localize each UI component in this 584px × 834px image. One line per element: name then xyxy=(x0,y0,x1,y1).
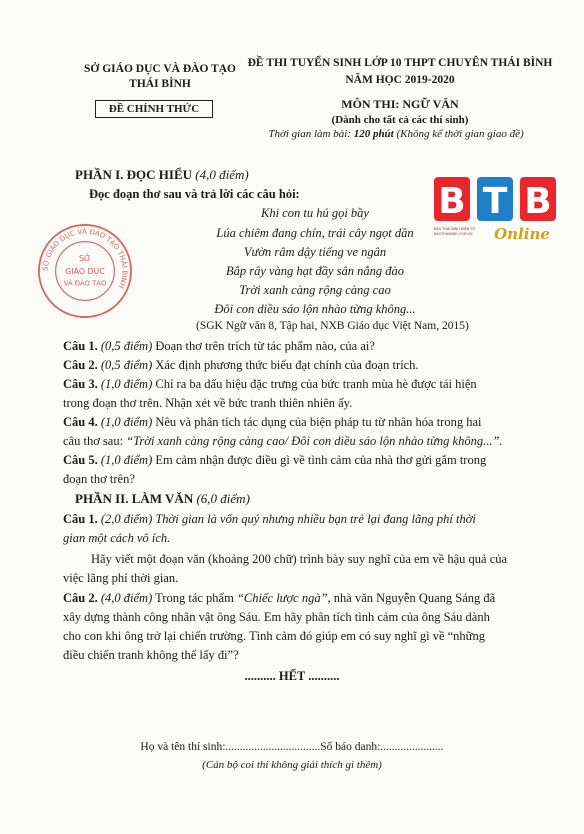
part1-points: (4,0 điểm) xyxy=(192,167,249,182)
part1-question-1 xyxy=(63,339,375,354)
department-name: SỞ GIÁO DỤC VÀ ĐÀO TẠO xyxy=(84,63,236,75)
poem-line: Lúa chiêm đang chín, trái cây ngọt dần xyxy=(216,226,414,240)
time-value: 120 phút xyxy=(353,128,394,140)
work-title: “Chiếc lược ngà” xyxy=(236,591,328,605)
end-mark: .......... HẾT .......... xyxy=(244,669,340,683)
question-text: Nêu và phân tích tác dụng của biện pháp tu từ nhân hóa trong hai xyxy=(152,415,482,429)
part2-question-2 xyxy=(63,591,495,606)
part2-points: (6,0 điểm) xyxy=(193,491,250,506)
question-label: Câu 4. xyxy=(63,415,98,429)
question-label: Câu 2. xyxy=(63,591,98,605)
question-points: (1,0 điểm) xyxy=(97,377,153,391)
question-label: Câu 3. xyxy=(63,377,98,391)
poem-source: (SGK Ngữ văn 8, Tập hai, NXB Giáo dục Việt Nam, 2015) xyxy=(196,320,469,332)
official-label: ĐỀ CHÍNH THỨC xyxy=(95,100,213,118)
part1-instruction: Đọc đoạn thơ sau và trả lời các câu hỏi: xyxy=(89,187,300,201)
question-text: Thời gian là vốn quý nhưng nhiều bạn trẻ lại đang lãng phí thời xyxy=(152,512,476,526)
part1-title: PHẦN I. ĐỌC HIỂU xyxy=(75,167,193,182)
question-points: (2,0 điểm) xyxy=(97,512,153,526)
stamp-ring-text: SỞ GIÁO DỤC VÀ ĐÀO TẠO THÁI BÌNH xyxy=(40,226,130,290)
subject: MÔN THI: NGỮ VĂN xyxy=(341,97,459,111)
question-text: Đoạn thơ trên trích từ tác phẩm nào, của ai? xyxy=(152,339,375,353)
question-label: Câu 1. xyxy=(63,339,98,353)
poem-line: Bắp rây vàng hạt đầy sân nắng đào xyxy=(225,264,405,278)
logo-small-text-1: BÁO THÁI BÌNH ĐIỆN TỬ xyxy=(434,227,476,231)
proctor-note: (Cán bộ coi thi không giải thích gì thêm) xyxy=(202,759,382,771)
question-text: Trong tác phẩm xyxy=(152,591,237,605)
logo-letter-b2: B xyxy=(524,181,552,222)
part1-question-3 xyxy=(63,377,477,392)
part1-heading xyxy=(75,167,249,183)
poem-line: Trời xanh càng rộng càng cao xyxy=(239,283,391,297)
question-points: (0,5 điểm) xyxy=(97,339,153,353)
stamp-center-line-2: GIÁO DỤC xyxy=(65,266,105,276)
candidate-info-line: Họ và tên thí sinh:.................................Số báo danh:...................... xyxy=(140,741,444,753)
question-text: Chỉ ra ba dấu hiệu đặc trưng của bức tranh mùa hè được tái hiện xyxy=(152,377,477,391)
part2-question-2-line3: cho con khi ông trở lại chiến trường. Tình cảm đó giúp em có suy nghĩ gì về “những xyxy=(63,629,485,643)
question-text: Em cảm nhận được điều gì về tình cảm của nhà thơ gửi gắm trong xyxy=(152,453,487,467)
part2-question-1 xyxy=(63,512,476,527)
poem-line: Đôi con diều sáo lộn nhào từng không... xyxy=(214,302,416,316)
question-points: (1,0 điểm) xyxy=(97,453,153,467)
logo-tagline: Online xyxy=(494,225,550,243)
stamp-center-line-1: SỞ xyxy=(78,254,92,264)
part2-question-1-task: Hãy viết một đoạn văn (khoảng 200 chữ) trình bày suy nghĩ của em về hậu quả của xyxy=(91,552,508,566)
part2-question-2-line2: xây dựng thành công nhân vật ông Sáu. Em hãy phân tích tình cảm của ông Sáu dành xyxy=(63,610,490,624)
time-note xyxy=(216,128,576,140)
part2-question-1-task-cont: việc lãng phí thời gian. xyxy=(63,571,179,585)
question-text: , nhà văn Nguyễn Quang Sáng đã xyxy=(327,591,496,605)
quoted-verse: “Trời xanh càng rộng càng cao/ Đôi con diều sáo lộn nhào từng không...”. xyxy=(126,434,503,448)
part1-question-4 xyxy=(63,415,481,430)
logo-letter-t: T xyxy=(482,181,508,222)
part1-question-4-cont xyxy=(63,434,503,449)
question-text: câu thơ sau: xyxy=(63,434,127,448)
part1-question-5 xyxy=(63,453,486,468)
poem-line: Khi con tu hú gọi bầy xyxy=(261,206,369,220)
part1-question-2 xyxy=(63,358,419,373)
part2-heading xyxy=(75,491,250,507)
question-label: Câu 5. xyxy=(63,453,98,467)
poem-line: Vườn râm dậy tiếng ve ngân xyxy=(243,245,387,259)
part1-question-5-cont: đoạn thơ trên? xyxy=(63,472,135,486)
logo-letter-b1: B xyxy=(438,181,466,222)
question-label: Câu 2. xyxy=(63,358,98,372)
province-name: THÁI BÌNH xyxy=(129,78,191,90)
time-prefix: Thời gian làm bài: xyxy=(268,128,354,140)
official-seal-stamp xyxy=(36,222,134,320)
question-points: (4,0 điểm) xyxy=(97,591,153,605)
question-text: Xác định phương thức biểu đạt chính của đoạn trích. xyxy=(152,358,419,372)
question-label: Câu 1. xyxy=(63,512,98,526)
audience-note: (Dành cho tất cả các thí sinh) xyxy=(331,114,469,126)
part1-question-3-cont: trong đoạn thơ trên. Nhận xét về bức tranh thiên nhiên ấy. xyxy=(63,396,353,410)
question-points: (0,5 điểm) xyxy=(97,358,153,372)
question-points: (1,0 điểm) xyxy=(97,415,153,429)
time-suffix: (Không kể thời gian giao đề) xyxy=(393,128,524,140)
logo-small-text-2: BAOTHAIBINH.COM.VN xyxy=(434,232,473,236)
stamp-center-line-3: VÀ ĐÀO TẠO xyxy=(63,279,107,288)
exam-title: ĐỀ THI TUYỂN SINH LỚP 10 THPT CHUYÊN THÁI BÌNH xyxy=(247,57,553,69)
school-year: NĂM HỌC 2019-2020 xyxy=(345,74,455,86)
part2-title: PHẦN II. LÀM VĂN xyxy=(75,491,194,506)
part2-question-1-cont: gian một cách vô ích. xyxy=(63,531,171,545)
part2-question-2-line4: điều chiến tranh không thể lấy đi”? xyxy=(63,648,239,662)
